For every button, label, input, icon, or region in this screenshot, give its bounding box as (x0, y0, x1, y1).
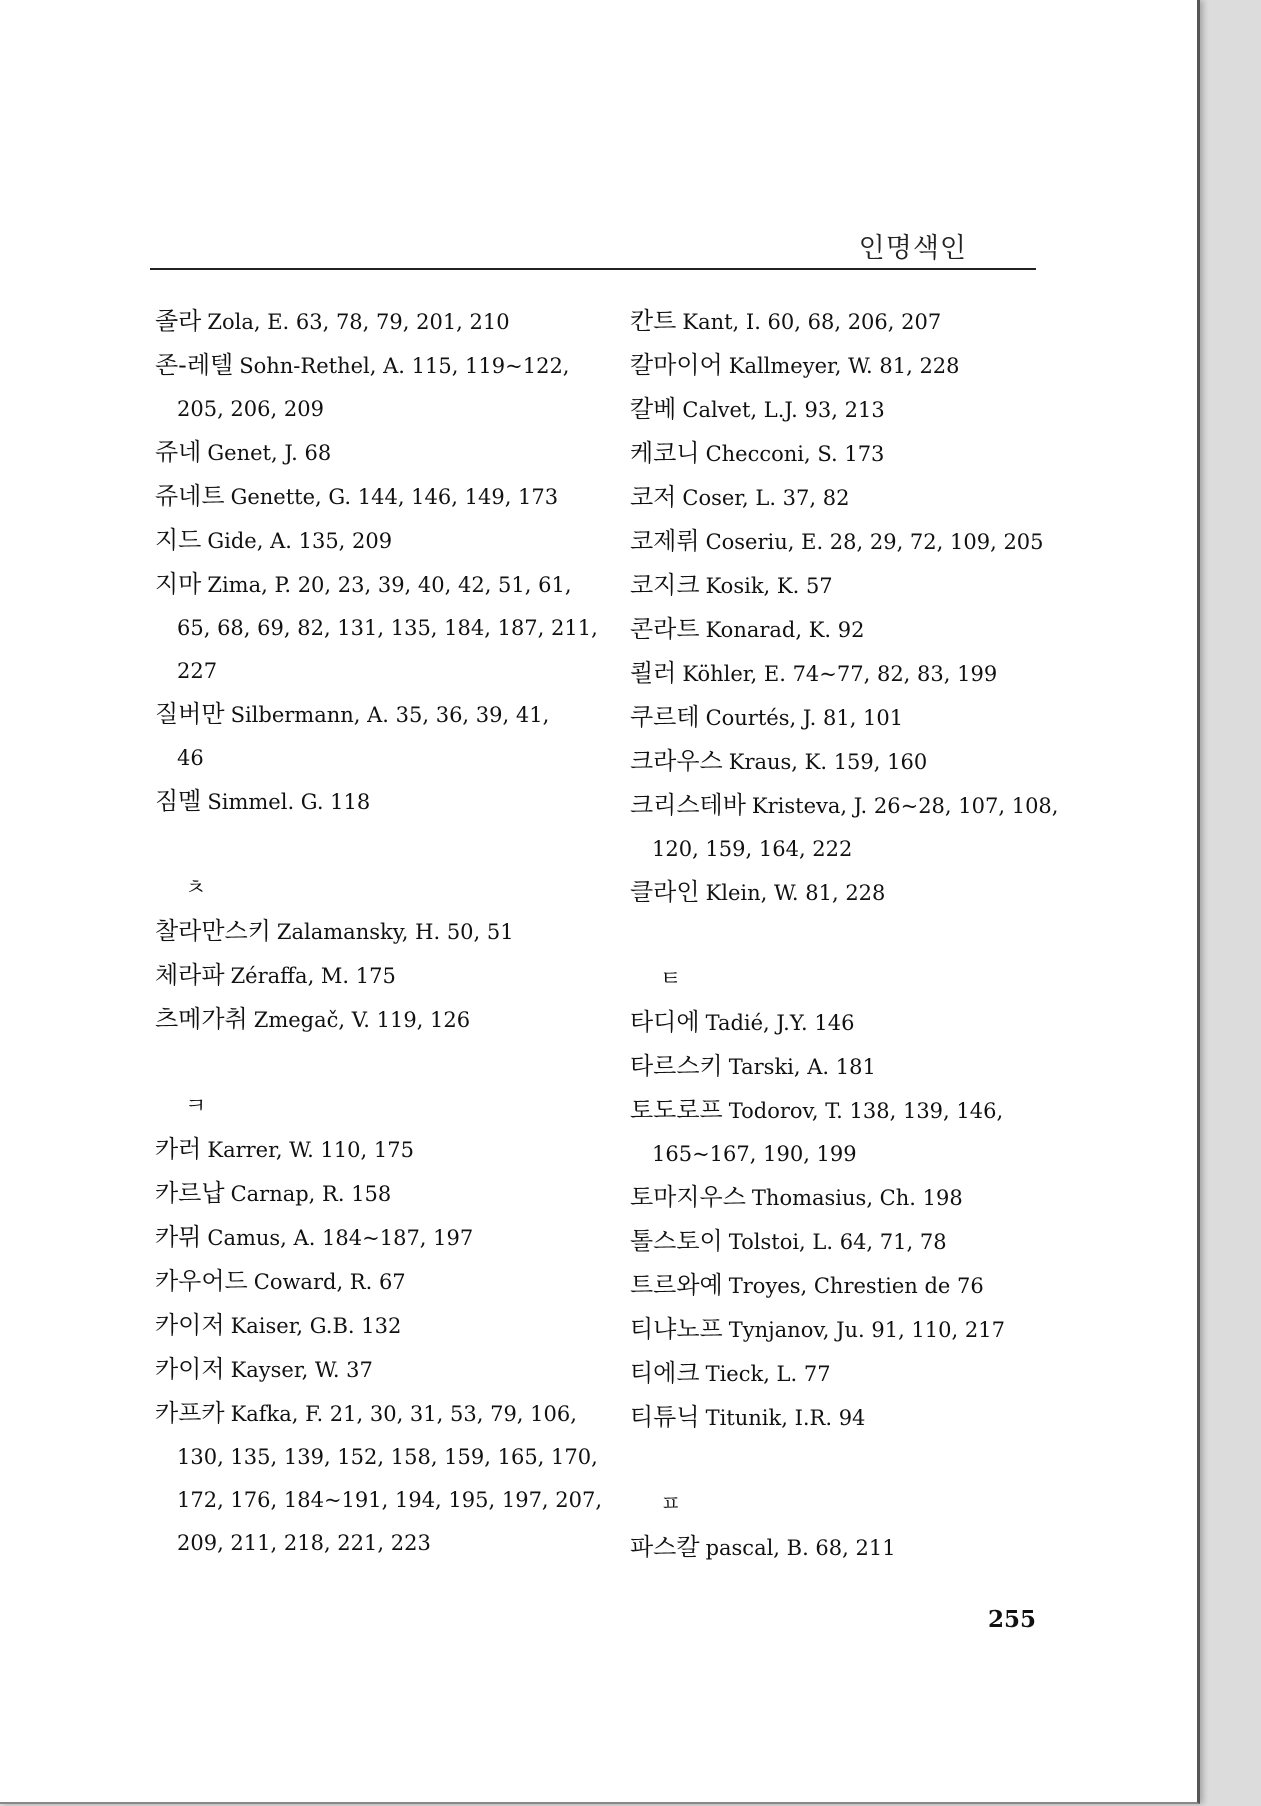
index-entry (630, 1220, 1070, 1264)
index-entry (630, 1045, 1070, 1089)
index-entry (630, 1352, 1070, 1396)
index-entry (155, 519, 595, 563)
index-entry (630, 871, 1070, 915)
section-letter: ㅋ (185, 1094, 207, 1119)
entry-text: Karrer, W. 110, 175 (207, 1138, 414, 1162)
index-entry (155, 475, 595, 519)
page-number: 255 (988, 1606, 1037, 1633)
entry-korean-name: 타디에 (630, 1008, 700, 1036)
index-entry (630, 1526, 1070, 1570)
index-entry (155, 998, 595, 1042)
entry-text: Genette, G. 144, 146, 149, 173 (230, 485, 559, 509)
entry-korean-name: 크라우스 (630, 747, 723, 775)
entry-korean-name: 츠메가취 (155, 1005, 248, 1033)
index-entry (630, 1308, 1070, 1352)
entry-korean-name: 지드 (155, 526, 202, 554)
index-entry (630, 388, 1070, 432)
index-entry (630, 1001, 1070, 1045)
entry-text: Zéraffa, M. 175 (230, 964, 396, 988)
index-entry (630, 740, 1070, 784)
entry-text: Titunik, I.R. 94 (705, 1406, 866, 1430)
entry-text: Zalamansky, H. 50, 51 (276, 920, 514, 944)
entry-korean-name: 카우어드 (155, 1267, 248, 1295)
entry-korean-name: 카러 (155, 1135, 202, 1163)
header-rule (150, 268, 1036, 270)
entry-korean-name: 티냐노프 (630, 1315, 723, 1343)
entry-continuation: 65, 68, 69, 82, 131, 135, 184, 187, 211, (177, 616, 598, 640)
index-entry (630, 608, 1070, 652)
entry-text: Checconi, S. 173 (705, 442, 885, 466)
entry-text: Köhler, E. 74~77, 82, 83, 199 (682, 662, 998, 686)
entry-text: Kraus, K. 159, 160 (728, 750, 928, 774)
entry-text: Kosik, K. 57 (705, 574, 833, 598)
entry-text: Courtés, J. 81, 101 (705, 706, 904, 730)
entry-korean-name: 코저 (630, 483, 677, 511)
entry-text: Zola, E. 63, 78, 79, 201, 210 (207, 310, 510, 334)
index-entry (155, 563, 598, 693)
entry-text: Sohn-Rethel, A. 115, 119~122, (239, 354, 570, 378)
entry-korean-name: 코제뤼 (630, 527, 700, 555)
entry-text: Kant, I. 60, 68, 206, 207 (682, 310, 942, 334)
entry-text: Kafka, F. 21, 30, 31, 53, 79, 106, (230, 1402, 577, 1426)
index-entry (630, 476, 1070, 520)
entry-text: Zima, P. 20, 23, 39, 40, 42, 51, 61, (207, 573, 572, 597)
entry-korean-name: 케코니 (630, 439, 700, 467)
entry-korean-name: 쾰러 (630, 659, 677, 687)
index-entry (155, 780, 595, 824)
section-letter: ㅍ (660, 1492, 682, 1517)
entry-text: Thomasius, Ch. 198 (751, 1186, 963, 1210)
entry-text: Zmegač, V. 119, 126 (253, 1008, 471, 1032)
index-entry (155, 1304, 595, 1348)
index-entry (155, 1260, 595, 1304)
index-entry (630, 696, 1070, 740)
entry-korean-name: 클라인 (630, 878, 700, 906)
index-entry (155, 954, 595, 998)
entry-continuation: 209, 211, 218, 221, 223 (177, 1531, 431, 1555)
index-entry (630, 520, 1070, 564)
index-entry (155, 344, 595, 431)
index-entry (155, 1172, 595, 1216)
index-entry (155, 1392, 603, 1565)
index-entry (630, 1089, 1070, 1176)
index-entry (630, 564, 1070, 608)
entry-korean-name: 파스칼 (630, 1533, 700, 1561)
entry-korean-name: 트르와예 (630, 1271, 723, 1299)
entry-korean-name: 찰라만스키 (155, 917, 271, 945)
index-column-right (630, 300, 1070, 1570)
section-letter: ㅌ (660, 967, 682, 992)
entry-continuation: 46 (177, 746, 204, 770)
entry-text: Coseriu, E. 28, 29, 72, 109, 205 (705, 530, 1044, 554)
index-column-left (155, 300, 603, 1565)
entry-korean-name: 티에크 (630, 1359, 700, 1387)
entry-korean-name: 카프카 (155, 1399, 225, 1427)
entry-korean-name: 쥬네트 (155, 482, 225, 510)
index-entry (630, 784, 1070, 871)
entry-text: Genet, J. 68 (207, 441, 332, 465)
entry-text: Tieck, L. 77 (705, 1362, 831, 1386)
index-entry (155, 1128, 595, 1172)
index-entry (155, 431, 595, 475)
section-letter: ㅊ (185, 876, 207, 901)
entry-continuation: 165~167, 190, 199 (652, 1142, 857, 1166)
entry-continuation: 172, 176, 184~191, 194, 195, 197, 207, (177, 1488, 603, 1512)
entry-korean-name: 토도로프 (630, 1096, 723, 1124)
entry-korean-name: 카르납 (155, 1179, 225, 1207)
index-entry (630, 652, 1070, 696)
entry-continuation: 120, 159, 164, 222 (652, 837, 853, 861)
entry-text: Troyes, Chrestien de 76 (728, 1274, 984, 1298)
index-entry (630, 1396, 1070, 1440)
index-entry (155, 910, 595, 954)
entry-korean-name: 토마지우스 (630, 1183, 746, 1211)
entry-continuation: 227 (177, 659, 218, 683)
index-entry (155, 693, 595, 780)
index-entry (155, 1216, 595, 1260)
entry-korean-name: 칼마이어 (630, 351, 723, 379)
entry-text: Gide, A. 135, 209 (207, 529, 393, 553)
entry-korean-name: 카뮈 (155, 1223, 202, 1251)
entry-korean-name: 존-레텔 (155, 351, 234, 379)
running-head: 인명색인 (858, 233, 967, 264)
entry-text: pascal, B. 68, 211 (705, 1536, 896, 1560)
entry-text: Carnap, R. 158 (230, 1182, 392, 1206)
entry-continuation: 130, 135, 139, 152, 158, 159, 165, 170, (177, 1445, 598, 1469)
entry-text: Coward, R. 67 (253, 1270, 406, 1294)
index-entry (630, 432, 1070, 476)
entry-text: Konarad, K. 92 (705, 618, 865, 642)
entry-text: Todorov, T. 138, 139, 146, (728, 1099, 1004, 1123)
entry-korean-name: 카이저 (155, 1355, 225, 1383)
entry-korean-name: 티튜닉 (630, 1403, 700, 1431)
entry-text: Camus, A. 184~187, 197 (207, 1226, 474, 1250)
entry-text: Coser, L. 37, 82 (682, 486, 850, 510)
index-entry (155, 1348, 595, 1392)
entry-korean-name: 콘라트 (630, 615, 700, 643)
entry-text: Kaiser, G.B. 132 (230, 1314, 402, 1338)
entry-korean-name: 칸트 (630, 307, 677, 335)
index-entry (630, 344, 1070, 388)
entry-korean-name: 졸라 (155, 307, 202, 335)
entry-korean-name: 크리스테바 (630, 791, 746, 819)
entry-text: Tynjanov, Ju. 91, 110, 217 (728, 1318, 1005, 1342)
index-entry (155, 300, 595, 344)
entry-text: Kayser, W. 37 (230, 1358, 373, 1382)
entry-korean-name: 카이저 (155, 1311, 225, 1339)
entry-korean-name: 지마 (155, 570, 202, 598)
entry-text: Simmel. G. 118 (207, 790, 371, 814)
entry-text: Kallmeyer, W. 81, 228 (728, 354, 960, 378)
entry-korean-name: 타르스키 (630, 1052, 723, 1080)
entry-text: Tadié, J.Y. 146 (705, 1011, 855, 1035)
index-entry (630, 1264, 1070, 1308)
entry-korean-name: 칼베 (630, 395, 677, 423)
entry-korean-name: 쿠르테 (630, 703, 700, 731)
entry-korean-name: 코지크 (630, 571, 700, 599)
entry-korean-name: 질버만 (155, 700, 225, 728)
entry-text: Tarski, A. 181 (728, 1055, 876, 1079)
entry-korean-name: 톨스토이 (630, 1227, 723, 1255)
entry-text: Kristeva, J. 26~28, 107, 108, (751, 794, 1059, 818)
entry-korean-name: 쥬네 (155, 438, 202, 466)
entry-text: Calvet, L.J. 93, 213 (682, 398, 885, 422)
entry-continuation: 205, 206, 209 (177, 397, 324, 421)
entry-korean-name: 짐멜 (155, 787, 202, 815)
entry-text: Silbermann, A. 35, 36, 39, 41, (230, 703, 550, 727)
entry-text: Tolstoi, L. 64, 71, 78 (728, 1230, 947, 1254)
index-entry (630, 1176, 1070, 1220)
index-entry (630, 300, 1070, 344)
entry-text: Klein, W. 81, 228 (705, 881, 886, 905)
entry-korean-name: 체라파 (155, 961, 225, 989)
